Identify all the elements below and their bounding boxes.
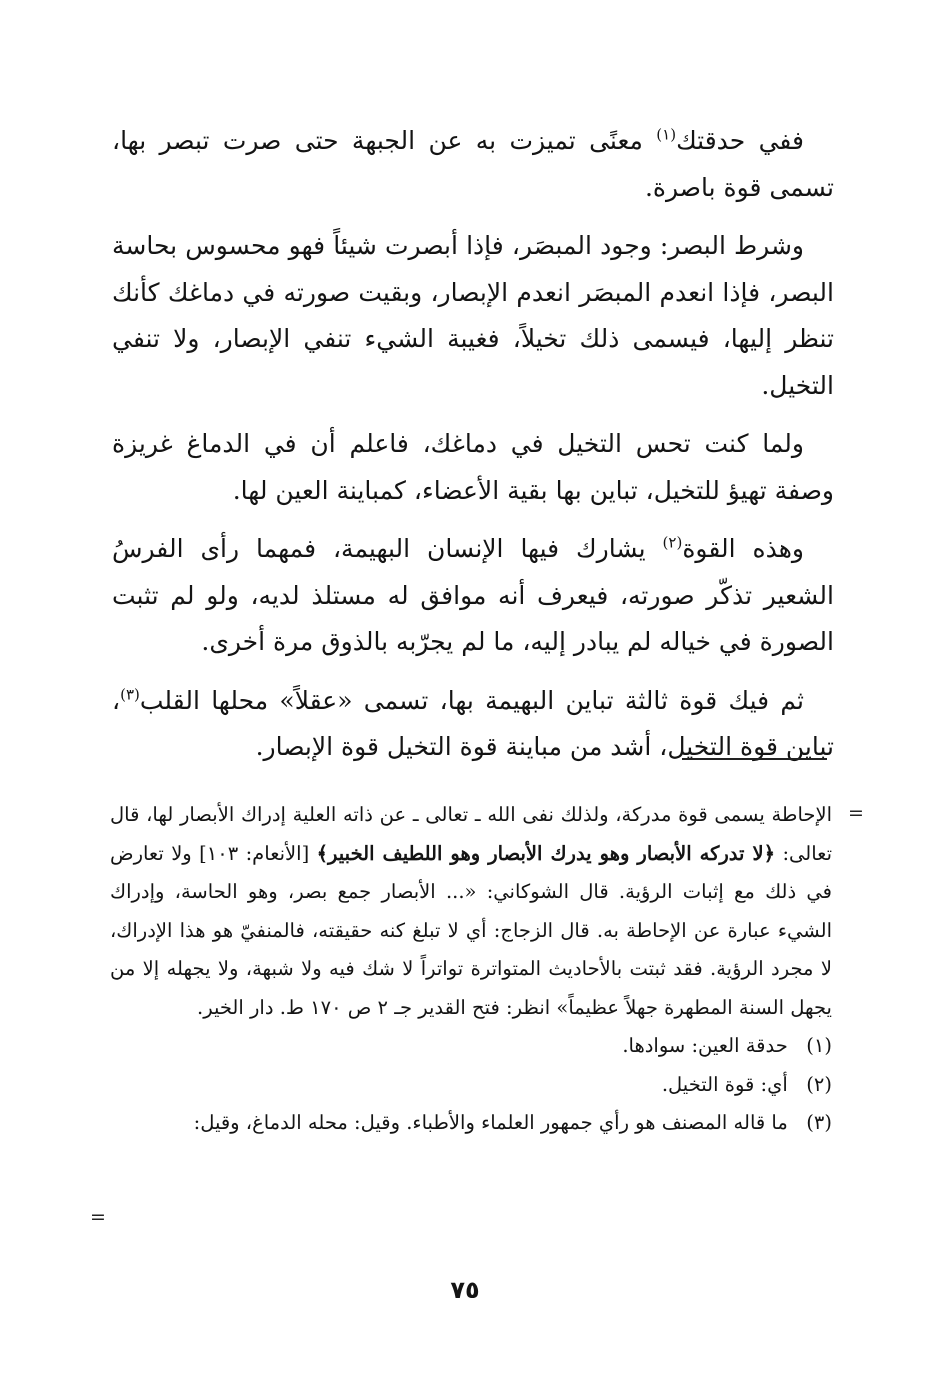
footnote-continued [110, 796, 832, 1027]
paragraph-5-text-a: ثم فيك قوة ثالثة تباين البهيمة بها، تسمى «عقلاً» محلها القلب [139, 685, 804, 715]
page-number: ٧٥ [450, 1276, 480, 1304]
footnote-3-number: (٣) [806, 1111, 832, 1134]
footnote-1-number: (١) [806, 1034, 832, 1057]
paragraph-3: ولما كنت تحس التخيل في دماغك، فاعلم أن في الدماغ غريزة وصفة تهيؤ للتخيل، تباين بها بقية الأعضاء، كمباينة العين لها. [112, 429, 834, 505]
paragraph-5-text-b: ، تباين قوة التخيل، أشد من مباينة قوة التخيل قوة الإبصار. [112, 685, 834, 761]
paragraph-1-text-b: معنًى تميزت به عن الجبهة حتى صرت تبصر بها، تسمى قوة باصرة. [112, 126, 834, 202]
footnote-ref-1: (١) [656, 125, 677, 144]
continuation-mark-bottom: = [90, 1206, 106, 1228]
footnote-divider [682, 758, 827, 760]
footnote-3 [110, 1104, 832, 1143]
paragraph-1 [112, 118, 834, 211]
paragraph-1-text-a: ففي حدقتك [676, 126, 805, 155]
footnote-ref-2: (٢) [662, 533, 683, 552]
footnote-2 [110, 1066, 832, 1105]
main-text [112, 118, 834, 783]
paragraph-5 [112, 678, 834, 771]
footnotes [110, 796, 832, 1143]
paragraph-2: وشرط البصر: وجود المبصَر، فإذا أبصرت شيئاً فهو محسوس بحاسة البصر، فإذا انعدم المبصَر انعدم الإبصار، وبقيت صورته في دماغك كأنك تنظر إليها، فيسمى ذلك تخيلاً، فغيبة الشيء تنفي الإبصار، ولا تنفي التخيل. [112, 231, 834, 400]
quran-quote: ﴿لا تدركه الأبصار وهو يدرك الأبصار وهو اللطيف الخبير﴾ [316, 841, 776, 865]
continuation-mark-top: = [848, 802, 864, 824]
paragraph-4-text-b: يشارك فيها الإنسان البهيمة، فمهما رأى الفرسُ الشعير تذكّر صورته، فيعرف أنه موافق له مستلذ لديه، ولو لم تثبت الصورة في خياله لم يبادر إليه، ما لم يجرّبه بالذوق مرة أخرى. [112, 534, 834, 656]
footnote-2-number: (٢) [806, 1072, 832, 1096]
footnote-1 [110, 1027, 832, 1066]
footnote-3-text: ما قاله المصنف هو رأي جمهور العلماء والأطباء. وقيل: محله الدماغ، وقيل: [193, 1111, 788, 1134]
paragraph-4 [112, 526, 834, 666]
footnote-ref-3: (٣) [120, 685, 140, 704]
paragraph-4-text-a: وهذه القوة [682, 534, 804, 563]
footnote-continued-text-a: الإحاطة يسمى قوة مدركة، ولذلك نفى الله ـ تعالى ـ عن ذاته العلية إدراك الأبصار لها، قال تعالى: [110, 803, 832, 865]
footnote-continued-text-b: [الأنعام: ١٠٣] ولا تعارض في ذلك مع إثبات الرؤية. قال الشوكاني: «... الأبصار جمع بصر، وهو الحاسة، وإدراك الشيء عبارة عن الإحاطة به. قال الزجاج: أي لا تبلغ كنه حقيقته، فالمنفيّ هو هذا الإدراك، لا مجرد الرؤية. فقد ثبتت بالأحاديث المتواترة تواتراً لا شك فيه ولا شبهة، ولا يجهله إلا من يجهل السنة المطهرة جهلاً عظيماً» انظر: فتح القدير جـ ٢ ص ١٧٠ ط. دار الخير. [110, 841, 832, 1019]
footnote-1-text: حدقة العين: سوادها. [622, 1034, 788, 1057]
footnote-2-text: أي: قوة التخيل. [661, 1072, 788, 1096]
